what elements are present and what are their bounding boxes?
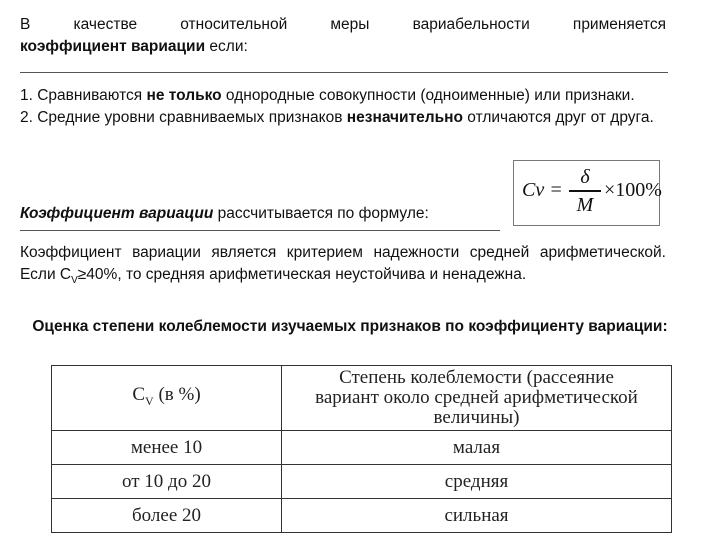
condition-1 xyxy=(20,85,666,107)
header-cv-unit: (в %) xyxy=(153,384,201,406)
degree-cell: малая xyxy=(282,431,672,465)
header-cv-symbol: C xyxy=(132,384,146,406)
formula-intro-rest: рассчитывается по формуле: xyxy=(213,205,429,222)
intro-line-1: В качестве относительной меры вариабельности применяется xyxy=(20,16,666,33)
condition-2-post: отличаются друг от друга. xyxy=(463,109,654,126)
reliability-paragraph xyxy=(20,242,666,292)
range-cell: от 10 до 20 xyxy=(52,465,282,499)
intro-line-2-rest: если: xyxy=(205,38,248,55)
condition-2-bold: незначительно xyxy=(346,109,463,126)
table-row xyxy=(52,465,672,499)
formula-image xyxy=(513,160,660,226)
divider-line-2 xyxy=(20,230,500,231)
table-row xyxy=(52,431,672,465)
condition-1-post: однородные совокупности (одноименные) или признаки. xyxy=(221,87,635,104)
header-cv-subscript: V xyxy=(145,393,154,408)
range-cell: менее 10 xyxy=(52,431,282,465)
formula-fraction xyxy=(569,165,601,217)
degree-cell: средняя xyxy=(282,465,672,499)
formula-denominator: M xyxy=(576,193,594,216)
formula-numerator: δ xyxy=(580,166,590,188)
table-row xyxy=(52,499,672,533)
header-degree: Степень колеблемости (рассеяние вариант около средней арифметической величины) xyxy=(282,366,672,431)
formula-intro-term: Коэффициент вариации xyxy=(20,205,214,222)
intro-paragraph xyxy=(20,14,666,58)
formula-lhs: Cv = xyxy=(522,179,563,201)
formula-multiplier: ×100% xyxy=(604,179,662,201)
reliability-pre: Коэффициент вариации является критерием надежности средней арифметической. Если C xyxy=(20,244,666,283)
condition-2 xyxy=(20,107,666,129)
variation-table xyxy=(51,365,672,533)
reliability-post: ≥40%, то средняя арифметическая неустойчива и ненадежна. xyxy=(77,266,527,283)
table-header-row xyxy=(52,366,672,431)
divider-line xyxy=(20,72,668,73)
condition-1-bold: не только xyxy=(146,87,222,104)
condition-2-pre: 2. Средние уровни сравниваемых признаков xyxy=(20,109,347,126)
table-title: Оценка степени колеблемости изучаемых признаков по коэффициенту вариации: xyxy=(32,318,668,335)
conditions-list xyxy=(20,85,666,129)
condition-1-pre: 1. Сравниваются xyxy=(20,87,147,104)
range-cell: более 20 xyxy=(52,499,282,533)
degree-cell: сильная xyxy=(282,499,672,533)
fraction-bar xyxy=(569,190,601,192)
reliability-subscript: V xyxy=(71,275,78,287)
header-cv xyxy=(52,366,282,431)
intro-bold-term: коэффициент вариации xyxy=(20,38,206,55)
